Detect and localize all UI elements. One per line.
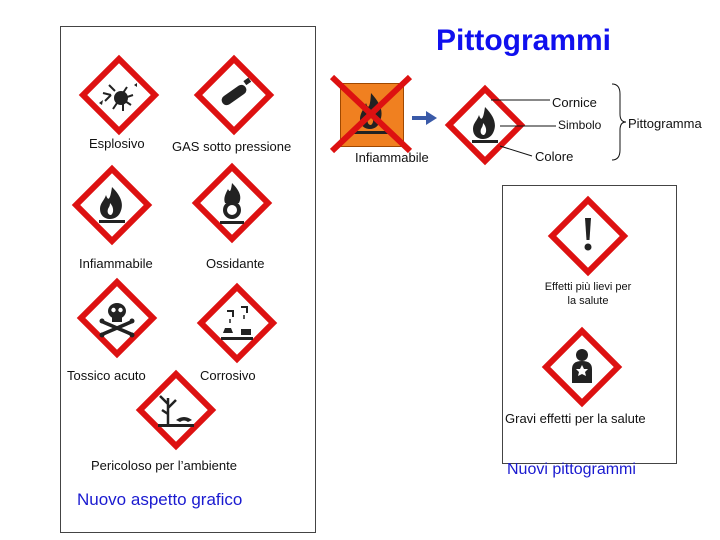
page-title: Pittogrammi (436, 24, 612, 57)
label-pittogramma: Pittogramma (628, 116, 702, 131)
label-esplosivo: Esplosivo (89, 136, 145, 151)
health-hazard-icon (542, 327, 622, 407)
label-ambiente: Pericoloso per l’ambiente (91, 458, 237, 473)
label-colore: Colore (535, 149, 574, 164)
label-simbolo: Simbolo (558, 118, 602, 132)
exclamation-icon (548, 196, 628, 276)
label-gravi-effetti: Gravi effetti per la salute (505, 411, 646, 426)
old-symbol-label: Infiammabile (355, 150, 429, 165)
label-infiammabile: Infiammabile (79, 256, 153, 271)
label-cornice: Cornice (552, 95, 597, 110)
label-effetti-lievi: Effetti più lievi per la salute (544, 281, 632, 307)
left-footer: Nuovo aspetto grafico (77, 490, 243, 509)
label-corrosivo: Corrosivo (200, 368, 256, 383)
label-tossico: Tossico acuto (67, 368, 146, 383)
label-ossidante: Ossidante (206, 256, 265, 271)
label-gas: GAS sotto pressione (172, 139, 292, 154)
right-footer: Nuovi pittogrammi (507, 461, 636, 478)
